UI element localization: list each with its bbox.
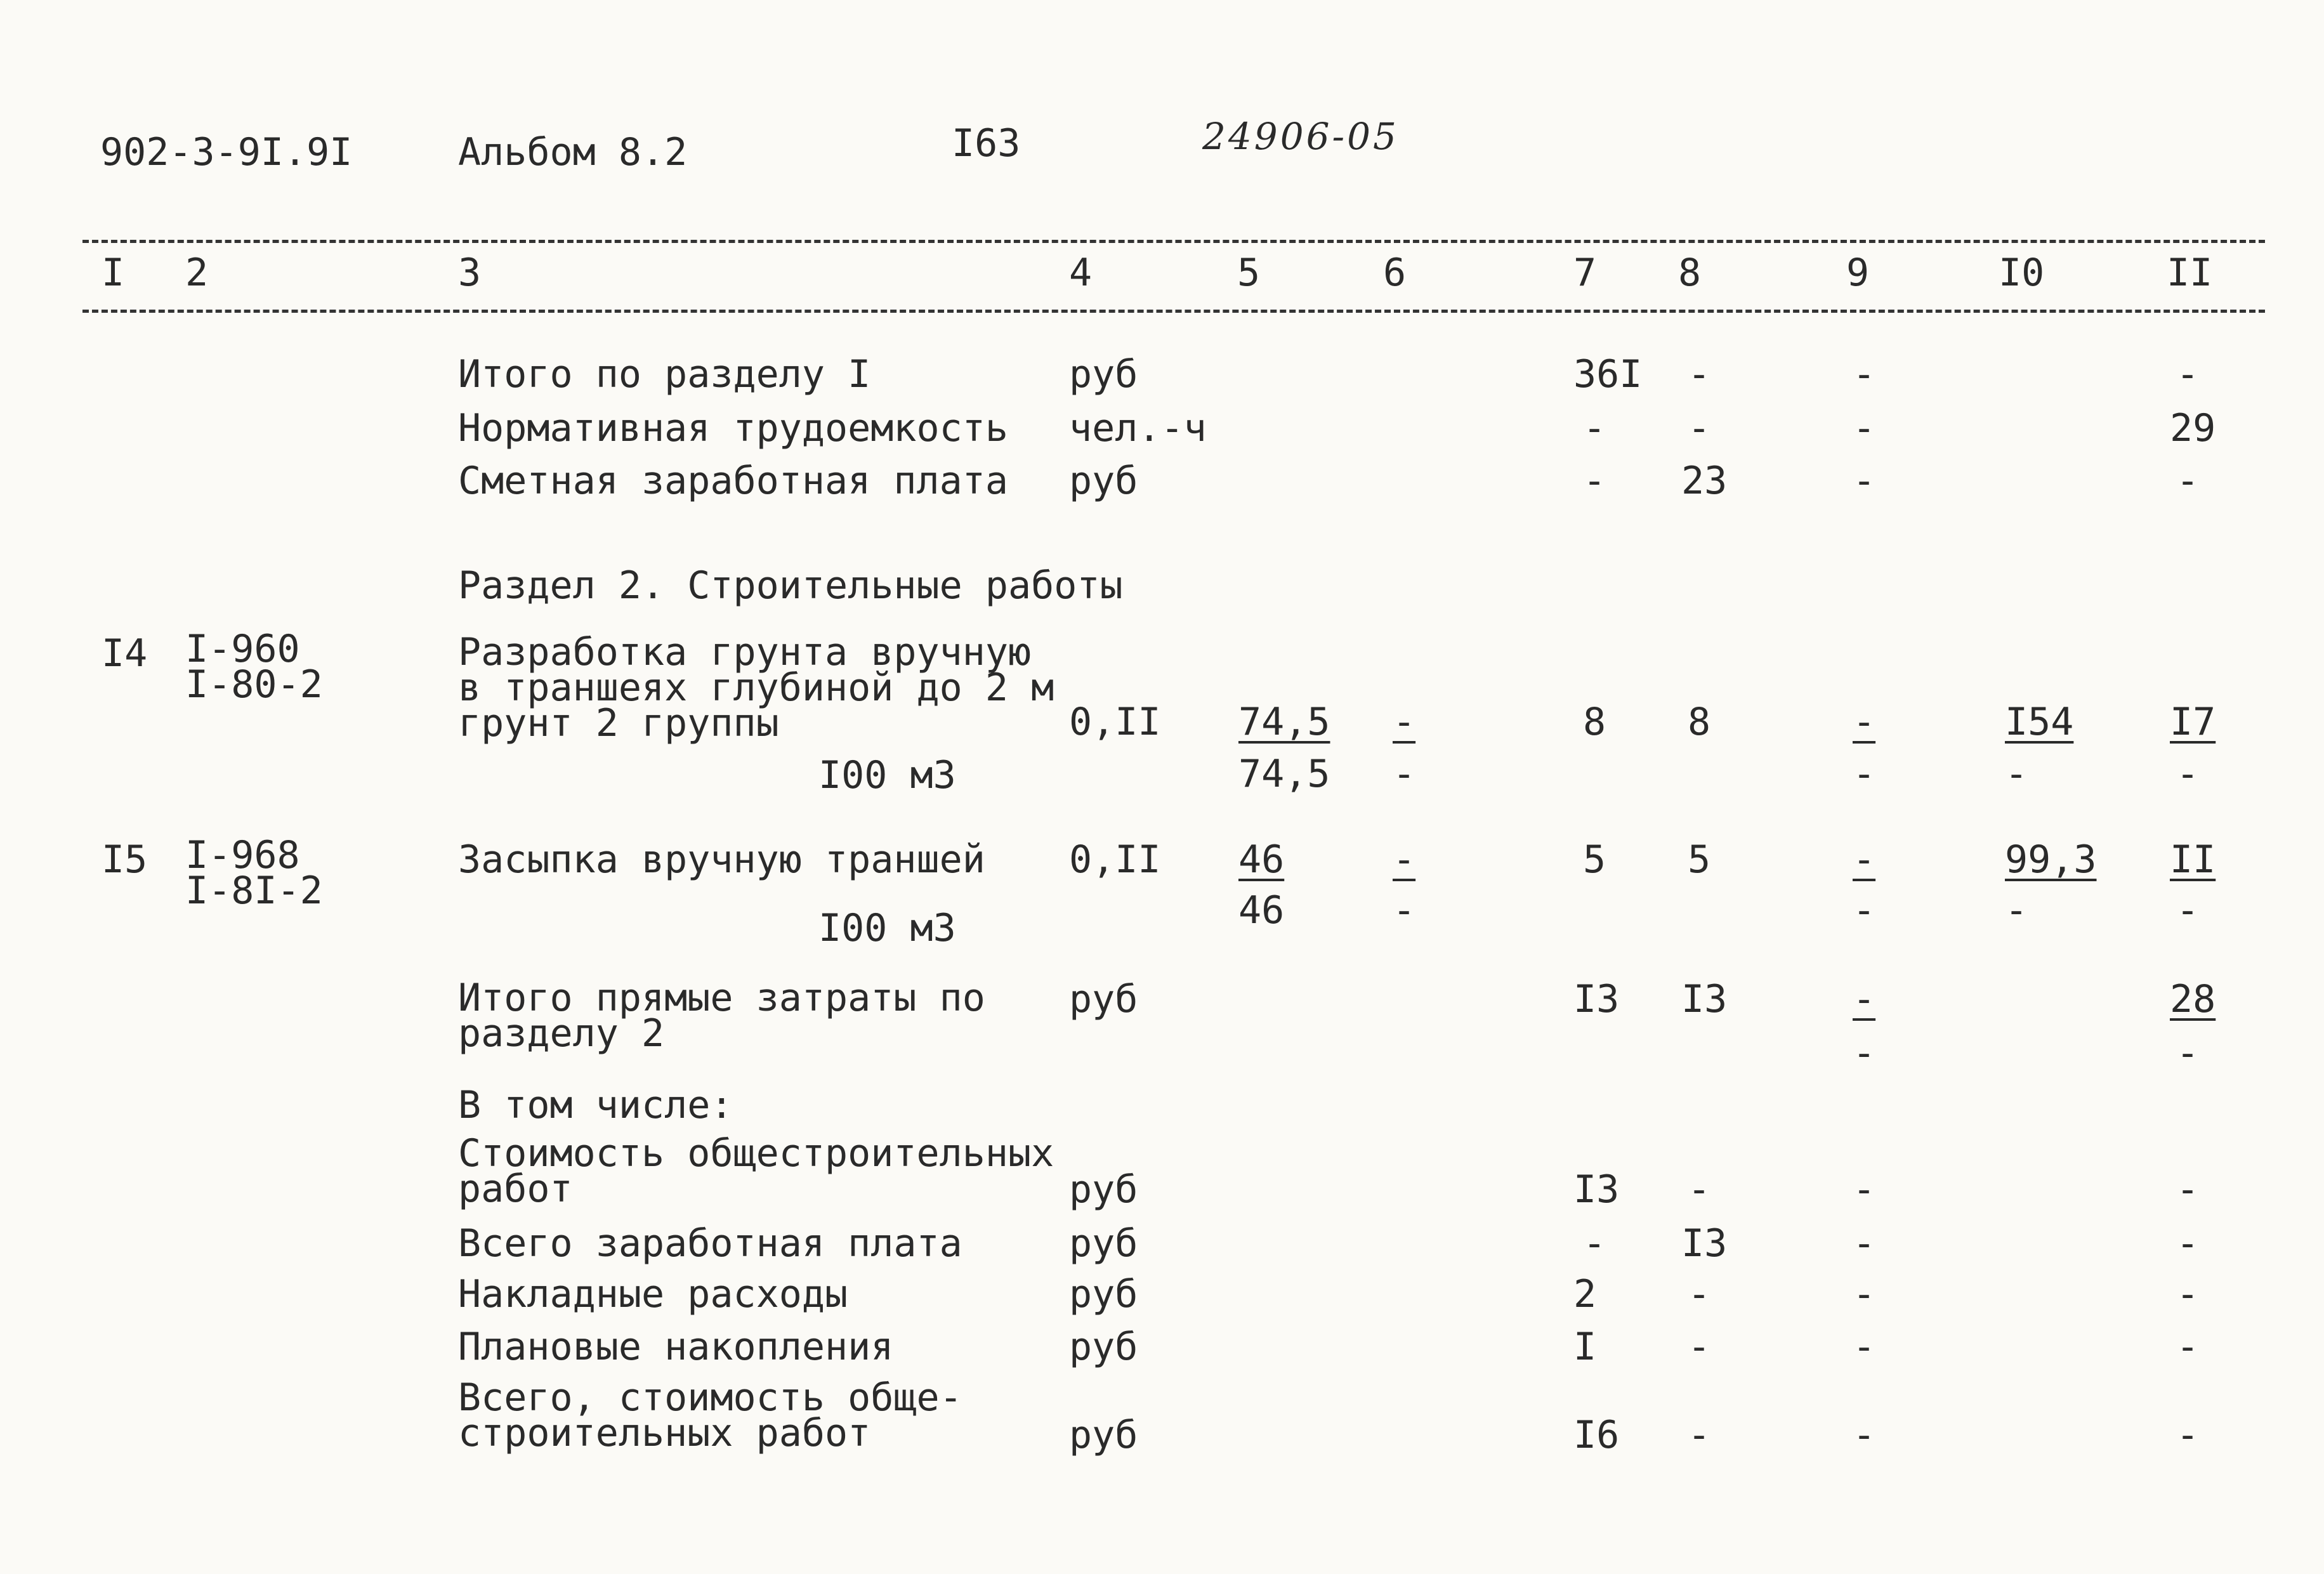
cell-c9: - (1853, 459, 1876, 503)
cell-c8: - (1688, 1272, 1711, 1316)
item-code: I-968 I-8I-2 (185, 833, 323, 913)
cell-c11: - (2176, 1413, 2200, 1457)
row-unit: руб (1069, 1413, 1138, 1457)
section-2-title: Раздел 2. Строительные работы (458, 563, 1123, 608)
item-unit: I00 м3 (818, 906, 956, 950)
cell-c7: I3 (1573, 977, 1620, 1021)
cell-c6-sub: - (1393, 888, 1416, 933)
cell-c7: - (1583, 459, 1606, 503)
handwritten-inventory-number: 24906-05 (1202, 115, 1399, 158)
column-header: I (102, 251, 125, 295)
cell-c5-sub: 46 (1238, 888, 1285, 933)
column-header: 8 (1678, 251, 1702, 295)
including-label: В том числе: (458, 1083, 733, 1127)
cell-c11: - (2176, 1221, 2200, 1266)
item-quantity: 0,II (1069, 837, 1161, 882)
cell-c8: - (1688, 406, 1711, 450)
row-unit: руб (1069, 352, 1138, 397)
cell-c5-sub: 74,5 (1238, 752, 1330, 796)
cell-c11: 28 (2170, 977, 2216, 1021)
cell-c8: I3 (1681, 977, 1728, 1021)
cell-c9: - (1853, 406, 1876, 450)
cell-c7: 36I (1573, 352, 1643, 397)
cell-c9-sub: - (1853, 752, 1876, 796)
column-header: 9 (1846, 251, 1870, 295)
cell-c9: - (1853, 977, 1876, 1021)
cell-c11-sub: - (2176, 888, 2200, 933)
row-unit: чел.-ч (1069, 406, 1207, 450)
cell-c11: 29 (2170, 406, 2216, 450)
row-unit: руб (1069, 1221, 1138, 1266)
cell-c9: - (1853, 1167, 1876, 1212)
row-name: Стоимость общестроительных работ (458, 1131, 1054, 1211)
row-name: Плановые накопления (458, 1325, 894, 1369)
cell-c11-sub: - (2176, 752, 2200, 796)
cell-c8: - (1688, 1325, 1711, 1369)
cell-c7: - (1583, 406, 1606, 450)
cell-c11: - (2176, 1272, 2200, 1316)
cell-c8: - (1688, 352, 1711, 397)
column-header: 3 (458, 251, 482, 295)
row-unit: руб (1069, 1272, 1138, 1316)
cell-c9-sub: - (1853, 888, 1876, 933)
row-name: Всего заработная плата (458, 1221, 962, 1266)
row-unit: руб (1069, 977, 1138, 1021)
cell-c7: 5 (1583, 837, 1606, 882)
cell-c7: 2 (1573, 1272, 1597, 1316)
item-number: I4 (102, 631, 148, 676)
cell-c6: - (1393, 837, 1416, 882)
cell-c9: - (1853, 1413, 1876, 1457)
cell-c7: 8 (1583, 700, 1606, 744)
cell-c5: 46 (1238, 837, 1285, 882)
column-header: I0 (1999, 251, 2045, 295)
cell-c8: - (1688, 1413, 1711, 1457)
cell-c7: I6 (1573, 1413, 1620, 1457)
page-number: I63 (952, 121, 1021, 166)
cell-c11: - (2176, 1325, 2200, 1369)
cell-c11-sub: - (2176, 1031, 2200, 1075)
cell-c9: - (1853, 352, 1876, 397)
cell-c7: I (1573, 1325, 1597, 1369)
row-name: Накладные расходы (458, 1272, 848, 1316)
row-unit: руб (1069, 459, 1138, 503)
item-number: I5 (102, 837, 148, 882)
column-header: II (2167, 251, 2213, 295)
row-name: Итого прямые затраты по разделу 2 (458, 976, 985, 1056)
cell-c9: - (1853, 700, 1876, 744)
item-code: I-960 I-80-2 (185, 627, 323, 707)
row-unit: руб (1069, 1325, 1138, 1369)
row-unit: руб (1069, 1167, 1138, 1212)
cell-c7: I3 (1573, 1167, 1620, 1212)
cell-c11: - (2176, 352, 2200, 397)
column-header: 7 (1573, 251, 1597, 295)
cell-c11: II (2170, 837, 2216, 882)
row-name: Нормативная трудоемкость (458, 406, 1008, 450)
cell-c5: 74,5 (1238, 700, 1330, 744)
cell-c8: - (1688, 1167, 1711, 1212)
cell-c8: I3 (1681, 1221, 1728, 1266)
cell-c8: 5 (1688, 837, 1711, 882)
row-name: Итого по разделу I (458, 352, 871, 397)
cell-c9-sub: - (1853, 1031, 1876, 1075)
column-header: 4 (1069, 251, 1093, 295)
column-header: 2 (185, 251, 209, 295)
item-name: Разработка грунта вручную в траншеях глубиной до 2 м грунт 2 группы (458, 630, 1054, 745)
cell-c8: 23 (1681, 459, 1728, 503)
column-header: 6 (1383, 251, 1407, 295)
header-top-rule (82, 240, 2265, 243)
cell-c11: - (2176, 1167, 2200, 1212)
item-name: Засыпка вручную траншей (458, 837, 985, 882)
cell-c6-sub: - (1393, 752, 1416, 796)
cell-c9: - (1853, 1325, 1876, 1369)
document-code: 902-3-9I.9I (100, 130, 353, 174)
cell-c10-sub: - (2005, 888, 2028, 933)
row-name: Всего, стоимость обще- строительных работ (458, 1375, 962, 1455)
cell-c9: - (1853, 1272, 1876, 1316)
column-header: 5 (1237, 251, 1261, 295)
row-name: Сметная заработная плата (458, 459, 1008, 503)
cell-c11: I7 (2170, 700, 2216, 744)
item-unit: I00 м3 (818, 753, 956, 797)
cell-c6: - (1393, 700, 1416, 744)
item-quantity: 0,II (1069, 700, 1161, 744)
cell-c10: 99,3 (2005, 837, 2097, 882)
album-label: Альбом 8.2 (458, 130, 688, 174)
cell-c9: - (1853, 837, 1876, 882)
cell-c10-sub: - (2005, 752, 2028, 796)
cell-c10: I54 (2005, 700, 2074, 744)
cell-c11: - (2176, 459, 2200, 503)
cell-c7: - (1583, 1221, 1606, 1266)
header-bottom-rule (82, 310, 2265, 313)
cell-c8: 8 (1688, 700, 1711, 744)
cell-c9: - (1853, 1221, 1876, 1266)
